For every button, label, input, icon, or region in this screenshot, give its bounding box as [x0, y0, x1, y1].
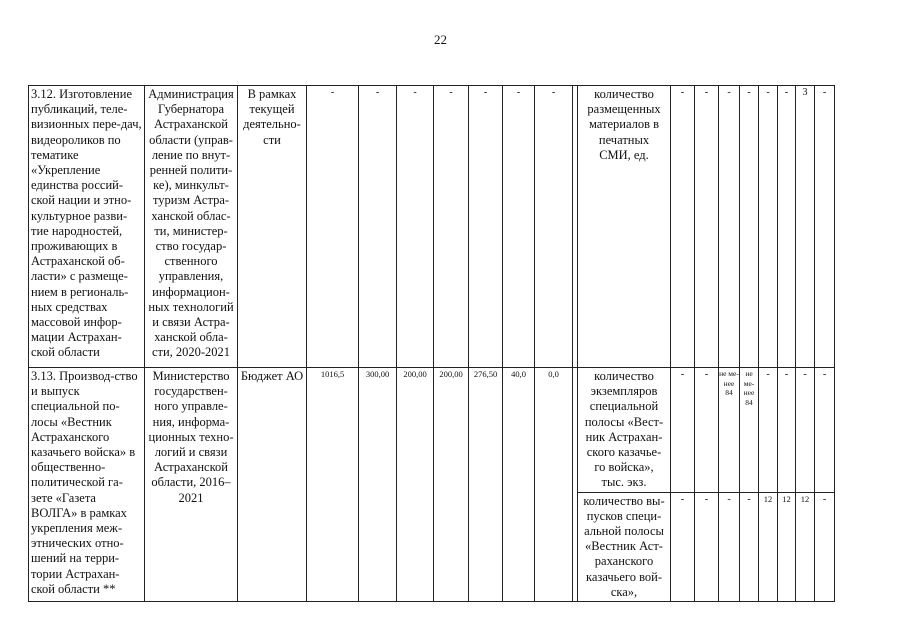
value-cell: 12: [759, 492, 778, 601]
indicator-cell: количество вы-пусков специ-альной полосы «Вестник Аст-раханского казачьего вой-ска»,: [578, 492, 671, 601]
value-cell: не ме-нее 84: [740, 368, 759, 493]
funding-cell: -: [535, 86, 573, 368]
value-cell: -: [695, 86, 719, 368]
value-cell: -: [671, 492, 695, 601]
value-cell: -: [815, 368, 835, 493]
value-cell: -: [695, 492, 719, 601]
funding-cell: -: [397, 86, 434, 368]
executor-cell: Администрация Губернатора Астраханской области (управ-ление по внут-ренней полити-ке), минкульт-туризм Астра-ханской облас-ти, министер-ство государ-ственного управления, информацион-ных технологий и связи Астра-ханской обла-сти, 2020-2021: [145, 86, 238, 368]
value-cell: -: [719, 86, 740, 368]
funding-source-cell: В рамках текущей деятельно-сти: [238, 86, 307, 368]
funding-cell: 1016,5: [307, 368, 359, 602]
funding-cell: 300,00: [359, 368, 397, 602]
table-row: [29, 368, 835, 493]
value-cell: -: [719, 492, 740, 601]
task-cell: 3.12. Изготовление публикаций, теле-визионных пере-дач, видеороликов по тематике «Укрепление единства россий-ской нации и этно-культурное разви-тие народностей, проживающих в Астраханской об-ласти» с размеще-нием в региональ-ных средствах массовой инфор-мации Астрахан-ской области: [29, 86, 145, 368]
value-cell: 12: [778, 492, 796, 601]
value-cell: -: [778, 86, 796, 368]
value-cell: -: [778, 368, 796, 493]
funding-cell: -: [503, 86, 535, 368]
funding-cell: 0,0: [535, 368, 573, 602]
indicator-cell: количество размещенных материалов в печатных СМИ, ед.: [578, 86, 671, 368]
funding-cell: -: [307, 86, 359, 368]
funding-cell: 200,00: [434, 368, 469, 602]
value-cell: -: [815, 86, 835, 368]
funding-cell: 40,0: [503, 368, 535, 602]
value-cell: -: [695, 368, 719, 493]
value-cell: -: [740, 86, 759, 368]
value-cell: -: [815, 492, 835, 601]
value-cell: -: [796, 368, 815, 493]
value-cell: 3: [796, 86, 815, 368]
funding-cell: -: [359, 86, 397, 368]
funding-cell: 200,00: [397, 368, 434, 602]
executor-cell: Министерство государствен-ного управле-ния, информа-ционных техно-логий и связи Астраханской области, 2016–2021: [145, 368, 238, 602]
indicator-cell: количество экземпляров специальной полосы «Вест-ник Астрахан-ского казачье-го войска», тыс. экз.: [578, 368, 671, 493]
table-row: [29, 86, 835, 368]
value-cell: -: [759, 368, 778, 493]
value-cell: -: [671, 368, 695, 493]
funding-cell: -: [469, 86, 503, 368]
value-cell: -: [759, 86, 778, 368]
funding-cell: 276,50: [469, 368, 503, 602]
page-number: 22: [434, 32, 447, 47]
value-cell: -: [740, 492, 759, 601]
value-cell: не ме-нее 84: [719, 368, 740, 493]
value-cell: 12: [796, 492, 815, 601]
funding-source-cell: Бюджет АО: [238, 368, 307, 602]
value-cell: -: [671, 86, 695, 368]
funding-cell: -: [434, 86, 469, 368]
task-cell: 3.13. Производ-ство и выпуск специальной по-лосы «Вестник Астраханского казачьего войска» в общественно-политической га-зете «Газета ВОЛГА» в рамках укрепления меж-этнических отно-шений на терри-тории Астрахан-ской области **: [29, 368, 145, 602]
program-table: [28, 85, 835, 602]
